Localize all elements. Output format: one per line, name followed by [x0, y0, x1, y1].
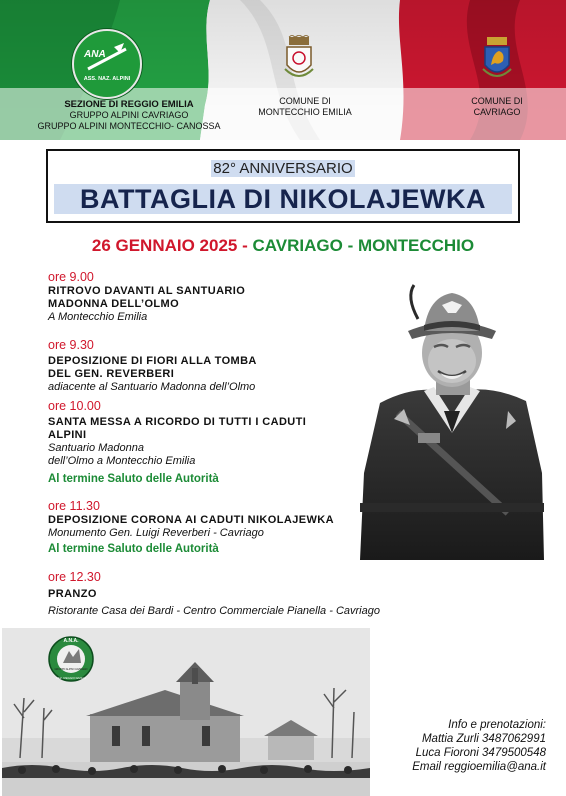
ana-badge-bottom: SEZ. REGGIO EMILIA: [55, 676, 87, 680]
comune-cavriago-line-2: CAVRIAGO: [473, 107, 521, 117]
schedule-activity: ALPINI: [48, 429, 87, 441]
ana-badge-middle: GRUPPO ALPINI CAVRIAGO: [54, 668, 88, 671]
schedule-item-0900: [48, 270, 245, 324]
schedule-place: A Montecchio Emilia: [48, 311, 148, 323]
event-date: 26 GENNAIO 2025 -: [91, 236, 248, 255]
sezione-title: SEZIONE DI REGGIO EMILIA: [64, 99, 194, 110]
schedule-place: Santuario Madonna: [48, 442, 145, 454]
date-line: [0, 236, 566, 256]
info-heading: Info e prenotazioni:: [448, 719, 546, 731]
contact-email: Email reggioemilia@ana.it: [412, 761, 546, 773]
gruppo-montecchio: GRUPPO ALPINI MONTECCHIO- CANOSSA: [37, 121, 221, 131]
event-places: CAVRIAGO - MONTECCHIO: [252, 236, 475, 255]
saluto-autorita-note: Al termine Saluto delle Autorità: [48, 473, 219, 485]
header-banner: [0, 0, 566, 140]
schedule-activity: DEPOSIZIONE CORONA AI CADUTI NIKOLAJEWKA: [48, 514, 334, 526]
schedule-activity: DEL GEN. REVERBERI: [48, 368, 175, 380]
schedule-time: ore 9.30: [48, 338, 94, 352]
contact-mattia-zurli: Mattia Zurli 3487062991: [421, 733, 546, 745]
ana-cavriago-badge: [47, 633, 95, 685]
ana-logo-line-1: ANA: [84, 49, 106, 60]
cavriago-crest-icon: [479, 35, 515, 85]
comune-montecchio: [245, 96, 365, 118]
schedule-activity: MADONNA DELL’OLMO: [48, 298, 180, 310]
schedule-time: ore 9.00: [48, 270, 94, 284]
schedule-place: Ristorante Casa dei Bardi - Centro Commerciale Pianella - Cavriago: [48, 605, 380, 617]
schedule-activity: PRANZO: [48, 588, 97, 600]
comune-montecchio-line-2: MONTECCHIO EMILIA: [258, 107, 352, 117]
schedule-place: Monumento Gen. Luigi Reverberi - Cavriago: [48, 527, 264, 539]
comune-cavriago: [445, 96, 549, 118]
comune-cavriago-line-1: COMUNE DI: [471, 96, 523, 106]
schedule-activity: RITROVO DAVANTI AL SANTUARIO: [48, 285, 246, 297]
schedule-item-1230: [48, 570, 380, 618]
gruppo-cavriago: GRUPPO ALPINI CAVRIAGO: [69, 110, 189, 120]
battle-title: BATTAGLIA DI NIKOLAJEWKA: [54, 184, 512, 214]
schedule-place: dell’Olmo a Montecchio Emilia: [48, 455, 196, 467]
title-box: [46, 149, 520, 223]
schedule-time: ore 10.00: [48, 399, 101, 413]
schedule-place: adiacente al Santuario Madonna dell’Olmo: [48, 381, 256, 393]
montecchio-crest-icon: [281, 35, 317, 85]
schedule-item-0930: [48, 338, 257, 394]
ana-logo: [72, 29, 142, 99]
anniversary-subtitle: [48, 160, 518, 177]
comune-montecchio-line-1: COMUNE DI: [279, 96, 331, 106]
ana-logo-line-2: ASS. NAZ. ALPINI: [83, 76, 131, 82]
schedule-time: ore 12.30: [48, 570, 101, 584]
ana-badge-top: A.N.A.: [63, 638, 79, 644]
schedule-time: ore 11.30: [48, 499, 100, 513]
anniversary-text: 82° ANNIVERSARIO: [213, 160, 353, 177]
schedule-item-1000: [48, 399, 306, 486]
saluto-autorita-note: Al termine Saluto delle Autorità: [48, 543, 219, 555]
general-portrait-photo: [358, 283, 546, 560]
contact-luca-fioroni: Luca Fioroni 3479500548: [415, 747, 546, 759]
schedule-activity: SANTA MESSA A RICORDO DI TUTTI I CADUTI: [48, 416, 307, 428]
schedule-item-1130: [48, 499, 334, 556]
schedule-activity: DEPOSIZIONE DI FIORI ALLA TOMBA: [48, 355, 257, 367]
